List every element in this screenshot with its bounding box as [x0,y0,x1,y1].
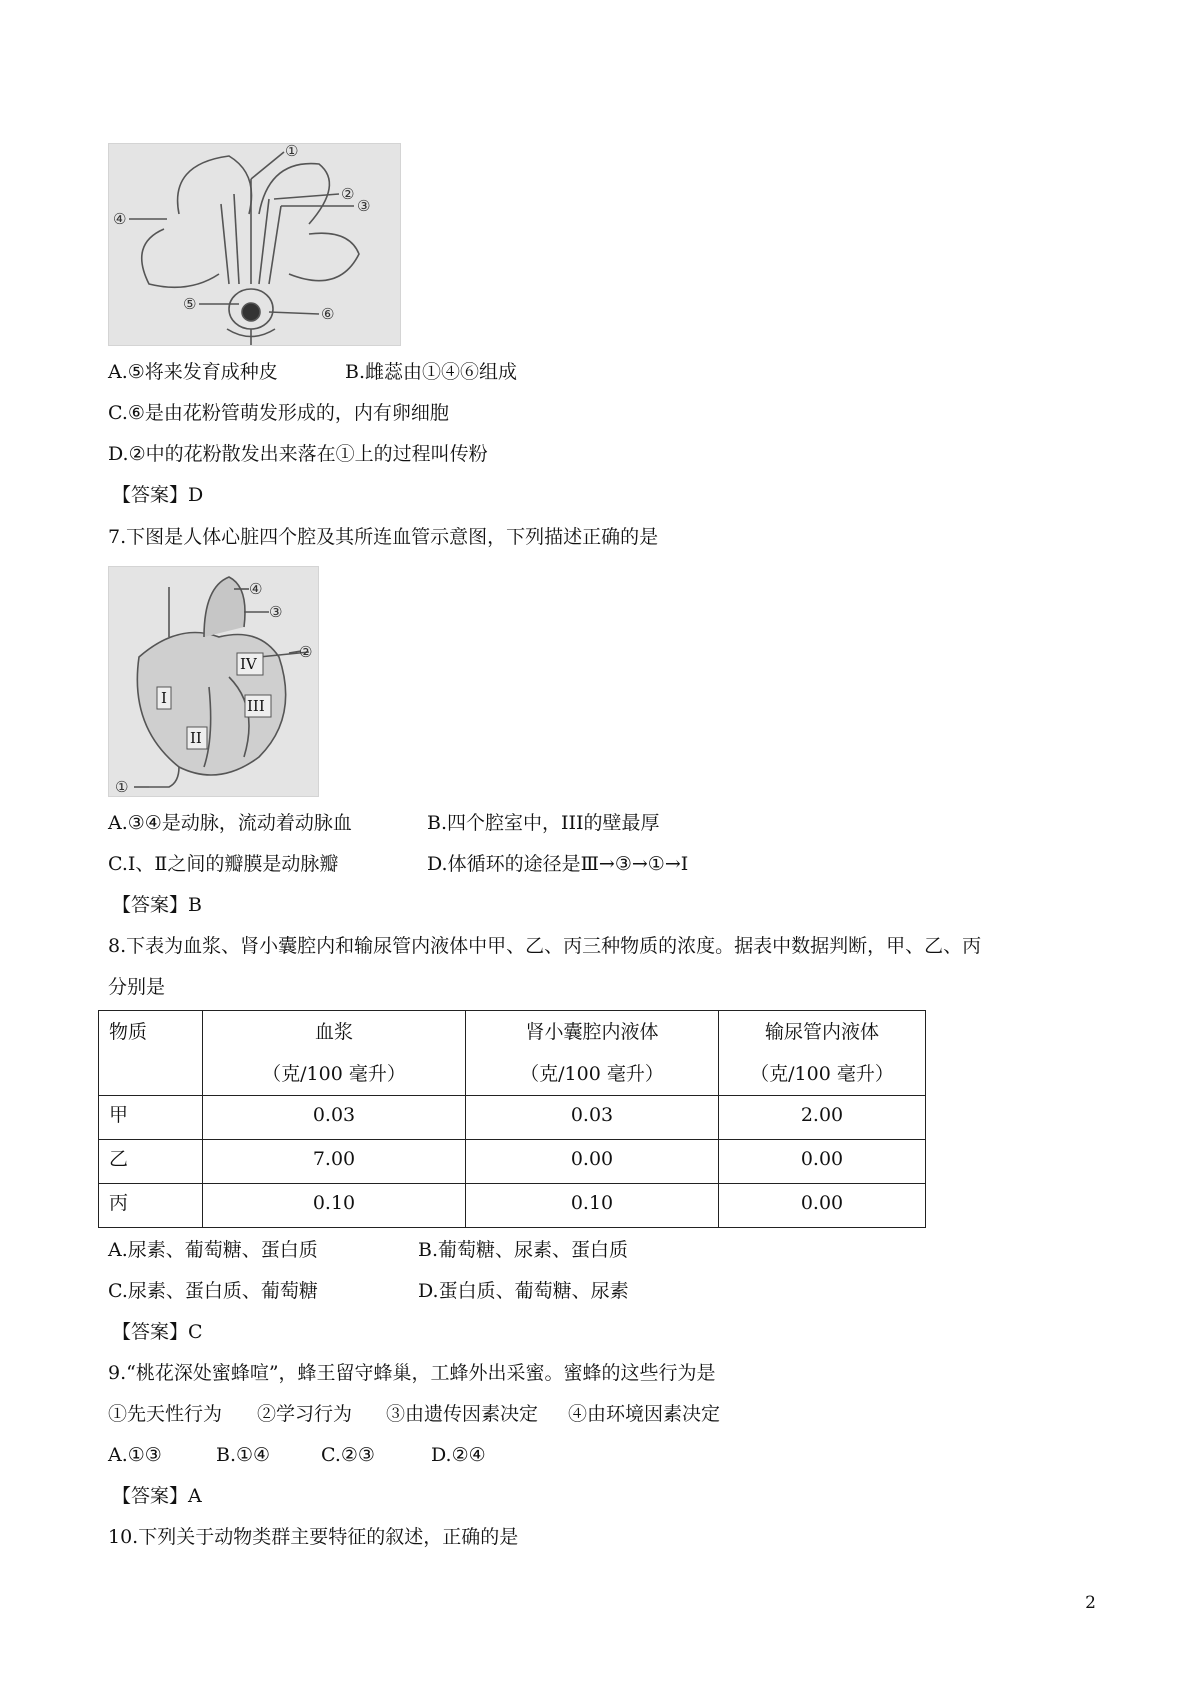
q7-option-c: C.Ⅰ、Ⅱ之间的瓣膜是动脉瓣 [108,853,339,875]
heart-chamber-1: I [161,689,167,707]
header-ureter-fluid: 输尿管内液体 （克/100 毫升） [719,1011,926,1096]
flower-callout-6: ⑥ [321,305,335,323]
q6-answer: 【答案】D [112,484,204,506]
concentration-table [98,1010,926,1228]
q10-stem: 10.下列关于动物类群主要特征的叙述，正确的是 [108,1526,519,1548]
table-cell: 0.00 [719,1140,926,1184]
table-cell: 2.00 [719,1096,926,1140]
flower-callout-3: ③ [357,197,371,215]
q9-statement-1: ①先天性行为 [108,1403,223,1425]
flower-callout-5: ⑤ [183,295,197,313]
table-cell: 0.10 [466,1184,719,1228]
q7-option-d: D.体循环的途径是Ⅲ→③→①→Ⅰ [427,853,689,875]
heart-callout-3: ③ [269,603,283,621]
q6-option-a: A.⑤将来发育成种皮 [108,361,278,383]
header-substance: 物质 [99,1011,203,1096]
page-number: 2 [1085,1593,1096,1613]
heart-chamber-3: III [247,697,265,715]
q8-option-b: B.葡萄糖、尿素、蛋白质 [418,1239,629,1261]
heart-callout-1: ① [115,778,129,796]
q8-option-d: D.蛋白质、葡萄糖、尿素 [418,1280,629,1302]
q7-answer: 【答案】B [112,894,202,916]
q9-option-d: D.②④ [431,1444,486,1466]
table-cell: 0.03 [466,1096,719,1140]
q8-option-c: C.尿素、蛋白质、葡萄糖 [108,1280,318,1302]
q9-answer: 【答案】A [112,1485,202,1507]
flower-callout-4: ④ [113,210,127,228]
table-cell: 7.00 [203,1140,466,1184]
row-label: 乙 [99,1140,203,1184]
q9-statement-2: ②学习行为 [257,1403,353,1425]
flower-diagram [108,143,401,346]
q8-stem-line1: 8.下表为血浆、肾小囊腔内和输尿管内液体中甲、乙、丙三种物质的浓度。据表中数据判断，甲、乙、丙 [108,935,982,957]
q7-option-a: A.③④是动脉，流动着动脉血 [108,812,352,834]
q7-stem: 7.下图是人体心脏四个腔及其所连血管示意图，下列描述正确的是 [108,526,659,548]
table-cell: 0.03 [203,1096,466,1140]
table-row [99,1184,926,1228]
table-row [99,1140,926,1184]
flower-callout-1: ① [285,144,299,160]
flower-callout-2: ② [341,185,355,203]
q9-option-c: C.②③ [321,1444,375,1466]
row-label: 甲 [99,1096,203,1140]
heart-callout-2: ② [299,643,313,661]
q9-option-b: B.①④ [216,1444,271,1466]
q6-option-d: D.②中的花粉散发出来落在①上的过程叫传粉 [108,443,488,465]
q9-statement-4: ④由环境因素决定 [568,1403,721,1425]
q6-option-c: C.⑥是由花粉管萌发形成的，内有卵细胞 [108,402,449,424]
q8-answer: 【答案】C [112,1321,203,1343]
q9-stem: 9.“桃花深处蜜蜂喧”，蜂王留守蜂巢，工蜂外出采蜜。蜜蜂的这些行为是 [108,1362,716,1384]
table-cell: 0.00 [466,1140,719,1184]
q9-statement-3: ③由遗传因素决定 [386,1403,539,1425]
heart-diagram [108,566,319,797]
table-cell: 0.00 [719,1184,926,1228]
header-plasma: 血浆 （克/100 毫升） [203,1011,466,1096]
table-cell: 0.10 [203,1184,466,1228]
q6-option-b: B.雌蕊由①④⑥组成 [345,361,518,383]
heart-chamber-2: II [190,729,202,747]
table-header-row [99,1011,926,1096]
q8-stem-line2: 分别是 [108,976,166,998]
table-row [99,1096,926,1140]
row-label: 丙 [99,1184,203,1228]
heart-chamber-4: IV [240,655,257,673]
heart-callout-4: ④ [249,580,263,598]
q8-option-a: A.尿素、葡萄糖、蛋白质 [108,1239,318,1261]
q7-option-b: B.四个腔室中，III的壁最厚 [427,812,660,834]
q9-option-a: A.①③ [108,1444,162,1466]
header-capsule-fluid: 肾小囊腔内液体 （克/100 毫升） [466,1011,719,1096]
